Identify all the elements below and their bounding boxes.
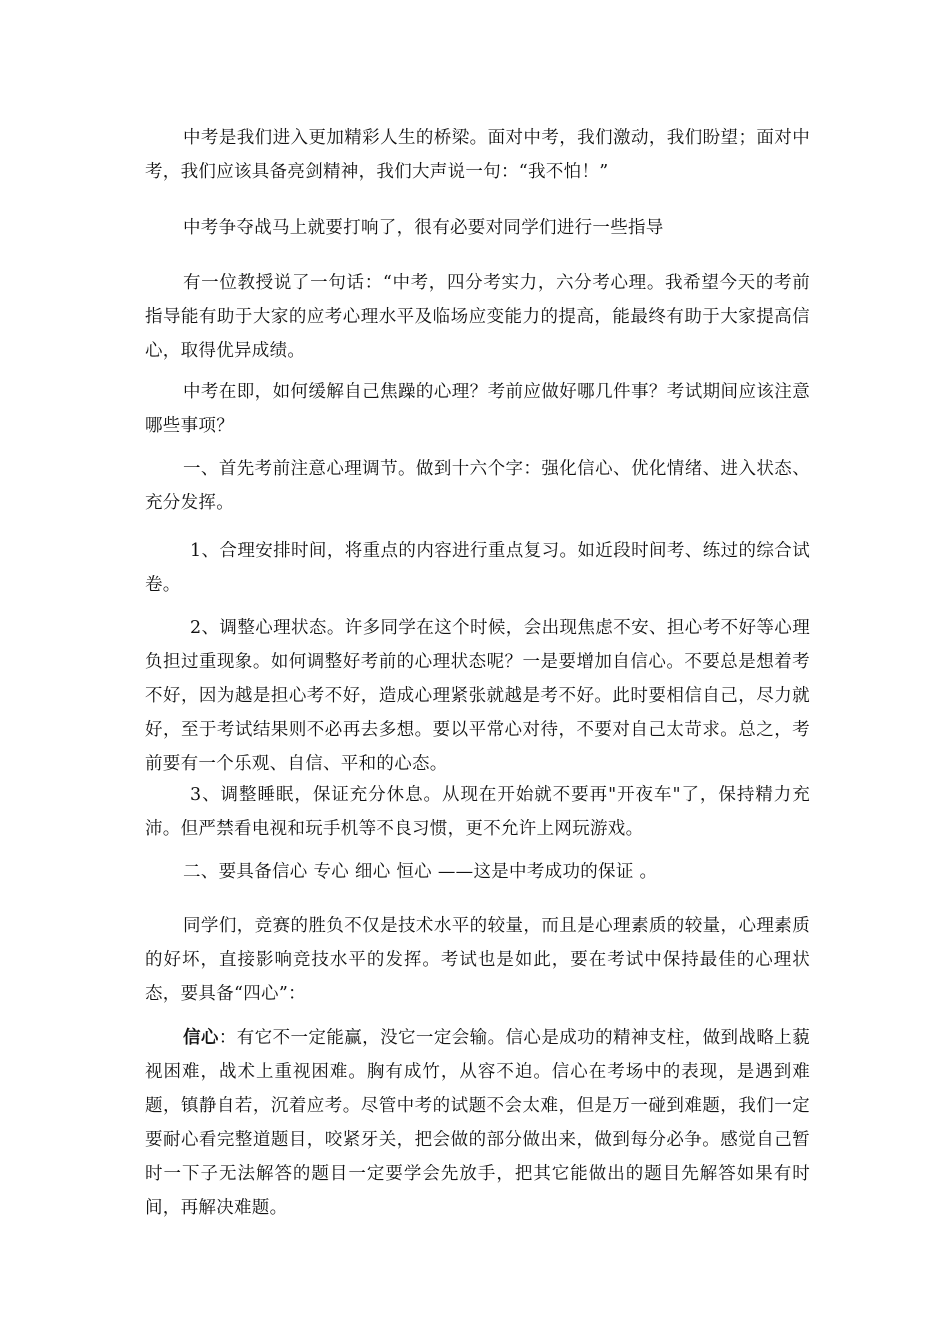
- paragraph-professor-quote: 有一位教授说了一句话：“中考，四分考实力，六分考心理。我希望今天的考前指导能有助于大家的应考心理水平及临场应变能力的提高，能最终有助于大家提高信心，取得优异成绩。: [145, 273, 810, 361]
- paragraph-four-hearts: 同学们，竞赛的胜负不仅是技术水平的较量，而且是心理素质的较量，心理素质的好坏，直接影响竞技水平的发挥。考试也是如此，要在考试中保持最佳的心理状态，要具备“四心”：: [145, 916, 810, 1004]
- paragraph-item-1: 1、合理安排时间，将重点的内容进行重点复习。如近段时间考、练过的综合试卷。: [145, 541, 810, 595]
- paragraph-confidence: [145, 1021, 810, 1225]
- term-confidence: 信心: [183, 1028, 219, 1048]
- paragraph-intro: 中考是我们进入更加精彩人生的桥梁。面对中考，我们激动，我们盼望；面对中考，我们应该具备亮剑精神，我们大声说一句：“我不怕！”: [145, 128, 810, 182]
- paragraph-questions: 中考在即，如何缓解自己焦躁的心理？考前应做好哪几件事？考试期间应该注意哪些事项？: [145, 382, 810, 436]
- paragraph-guidance: 中考争夺战马上就要打响了，很有必要对同学们进行一些指导: [183, 218, 664, 238]
- paragraph-section-one: 一、首先考前注意心理调节。做到十六个字：强化信心、优化情绪、进入状态、充分发挥。: [145, 459, 810, 513]
- paragraph-item-3: 3、调整睡眠，保证充分休息。从现在开始就不要再"开夜车"了，保持精力充沛。但严禁看电视和玩手机等不良习惯，更不允许上网玩游戏。: [145, 785, 810, 839]
- paragraph-item-2: 2、调整心理状态。许多同学在这个时候，会出现焦虑不安、担心考不好等心理负担过重现象。如何调整好考前的心理状态呢？一是要增加自信心。不要总是想着考不好，因为越是担心考不好，造成心理紧张就越是考不好。此时要相信自己，尽力就好，至于考试结果则不必再去多想。要以平常心对待，不要对自己太苛求。总之，考前要有一个乐观、自信、平和的心态。: [145, 618, 810, 774]
- paragraph-confidence-body: ：有它不一定能赢，没它一定会输。信心是成功的精神支柱，做到战略上藐视困难，战术上重视困难。胸有成竹，从容不迫。信心在考场中的表现，是遇到难题，镇静自若，沉着应考。尽管中考的试题不会太难，但是万一碰到难题，我们一定要耐心看完整道题目，咬紧牙关，把会做的部分做出来，做到每分必争。感觉自己暂时一下子无法解答的题目一定要学会先放手，把其它能做出的题目先解答如果有时间，再解决难题。: [145, 1028, 810, 1218]
- paragraph-section-two: 二、要具备信心 专心 细心 恒心 ——这是中考成功的保证 。: [183, 862, 658, 882]
